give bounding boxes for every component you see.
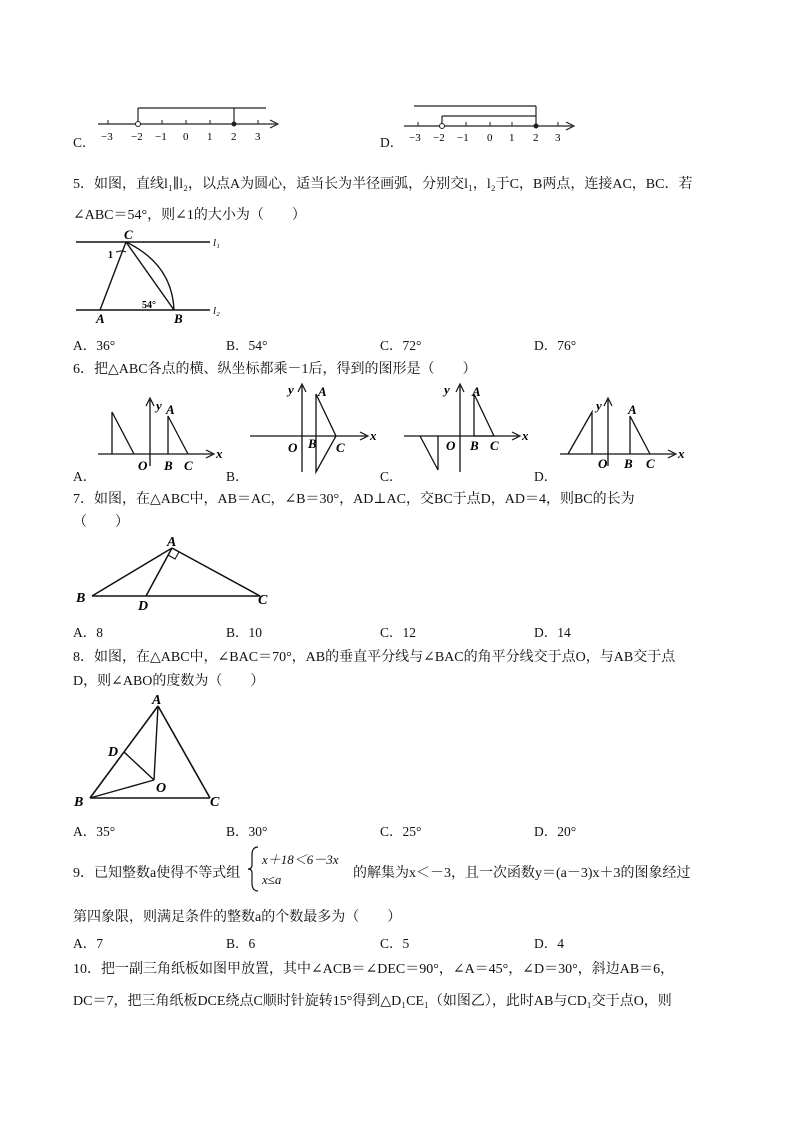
number-line-option-c [94, 98, 284, 148]
q5-option-b: B．54° [226, 338, 268, 353]
svg-text:y: y [156, 398, 162, 413]
q9-inequality-2: x≤a [262, 872, 282, 887]
svg-text:C: C [184, 458, 193, 473]
svg-text:2: 2 [231, 131, 237, 143]
svg-text:A: A [628, 402, 637, 417]
svg-text:l₁: l₁ [213, 237, 220, 249]
svg-text:1: 1 [509, 132, 515, 144]
q9-text-line2: 第四象限，则满足条件的整数a的个数最多为（ ） [73, 910, 402, 925]
svg-text:−3: −3 [101, 131, 113, 143]
q5-text-line1: 5．如图，直线l₁∥l₂，以点A为圆心，适当长为半径画弧，分别交l₁，l₂于C，B两点，连接AC，BC．若 [73, 177, 693, 192]
svg-text:A: A [318, 384, 327, 399]
q6-graph-c [400, 380, 530, 476]
svg-text:x: x [522, 428, 529, 443]
svg-text:B: B [624, 456, 633, 471]
q10-text-line1: 10．把一副三角纸板如图甲放置，其中∠ACB＝∠DEC＝90°，∠A＝45°，∠D＝30°，斜边AB＝6， [73, 962, 675, 977]
q7-option-b: B．10 [226, 625, 263, 640]
svg-text:y: y [444, 382, 450, 397]
svg-text:O: O [446, 438, 456, 453]
svg-text:1: 1 [108, 250, 113, 261]
q9-text-pre: 9．已知整数a使得不等式组 [73, 866, 241, 881]
svg-text:l₂: l₂ [213, 305, 220, 317]
svg-text:A: A [472, 384, 481, 399]
svg-text:C: C [490, 438, 499, 453]
svg-text:O: O [288, 440, 298, 455]
q9-inequality-1: x＋18＜6－3x [262, 852, 339, 867]
q6-option-d: D． [534, 469, 558, 484]
svg-text:−3: −3 [409, 132, 421, 144]
svg-text:C: C [646, 456, 655, 471]
q8-figure [70, 694, 230, 812]
option-d-label: D． [380, 135, 404, 150]
q7-text-line2: （ ） [73, 515, 129, 530]
q8-text-line2: D，则∠ABO的度数为（ ） [73, 674, 265, 689]
svg-text:x: x [370, 428, 376, 443]
svg-text:B: B [308, 436, 317, 451]
svg-text:B: B [174, 311, 183, 324]
svg-text:x: x [678, 446, 685, 461]
q6-graph-d [556, 394, 686, 474]
number-line-option-d [400, 98, 580, 148]
q7-text-line1: 7．如图，在△ABC中，AB＝AC，∠B＝30°，AD⊥AC，交BC于点D，AD＝4，则BC的长为 [73, 492, 635, 507]
svg-text:x: x [216, 446, 223, 461]
svg-text:54°: 54° [142, 300, 156, 311]
svg-text:D: D [108, 745, 119, 760]
svg-text:1: 1 [207, 131, 213, 143]
q6-text: 6．把△ABC各点的横、纵坐标都乘－1后，得到的图形是（ ） [73, 362, 477, 377]
svg-text:C: C [124, 228, 133, 242]
svg-text:D: D [138, 599, 149, 614]
svg-text:A: A [166, 402, 175, 417]
svg-text:O: O [598, 456, 608, 471]
svg-text:B: B [74, 795, 84, 810]
q7-option-c: C．12 [380, 625, 417, 640]
q8-option-b: B．30° [226, 824, 268, 839]
q10-text-line2: DC＝7，把三角纸板DCE绕点C顺时针旋转15°得到△D₁CE₁（如图乙），此时AB与CD₁交于点O，则 [73, 994, 672, 1009]
q7-figure [72, 532, 277, 614]
q9-option-c: C．5 [380, 936, 410, 951]
q5-option-a: A．36° [73, 338, 116, 353]
svg-text:−2: −2 [131, 131, 143, 143]
option-c-label: C． [73, 135, 96, 150]
q9-option-d: D．4 [534, 936, 564, 951]
q5-option-c: C．72° [380, 338, 422, 353]
q9-brace [248, 845, 260, 893]
q9-text-post: 的解集为x＜－3，且一次函数y＝(a－3)x＋3的图象经过 [353, 866, 691, 881]
svg-text:O: O [156, 781, 167, 796]
q9-option-a: A．7 [73, 936, 103, 951]
svg-text:C: C [258, 593, 268, 608]
svg-text:C: C [210, 795, 220, 810]
q8-text-line1: 8．如图，在△ABC中，∠BAC＝70°，AB的垂直平分线与∠BAC的角平分线交于点O，与AB交于点 [73, 650, 676, 665]
svg-text:3: 3 [255, 131, 261, 143]
svg-text:C: C [336, 440, 345, 455]
q6-graph-b [246, 380, 376, 476]
q8-option-d: D．20° [534, 824, 577, 839]
q6-option-b: B． [226, 469, 249, 484]
svg-text:y: y [596, 398, 602, 413]
svg-text:−1: −1 [155, 131, 167, 143]
svg-text:y: y [288, 382, 294, 397]
q9-option-b: B．6 [226, 936, 256, 951]
svg-text:B: B [164, 458, 173, 473]
svg-text:−2: −2 [433, 132, 445, 144]
q7-option-d: D．14 [534, 625, 571, 640]
svg-text:B: B [76, 591, 86, 606]
q8-option-a: A．35° [73, 824, 116, 839]
svg-text:3: 3 [555, 132, 561, 144]
svg-text:A: A [152, 694, 162, 708]
svg-text:0: 0 [487, 132, 493, 144]
svg-text:A: A [96, 311, 105, 324]
q6-graph-a [94, 394, 224, 474]
svg-text:0: 0 [183, 131, 189, 143]
q5-text-line2: ∠ABC＝54°，则∠1的大小为（ ） [73, 208, 306, 223]
q6-option-c: C． [380, 469, 403, 484]
q7-option-a: A．8 [73, 625, 103, 640]
svg-text:A: A [167, 535, 177, 550]
svg-text:B: B [470, 438, 479, 453]
q8-option-c: C．25° [380, 824, 422, 839]
q5-option-d: D．76° [534, 338, 577, 353]
svg-text:O: O [138, 458, 148, 473]
q6-option-a: A． [73, 469, 97, 484]
q5-figure [70, 228, 230, 324]
svg-text:2: 2 [533, 132, 539, 144]
svg-text:−1: −1 [457, 132, 469, 144]
